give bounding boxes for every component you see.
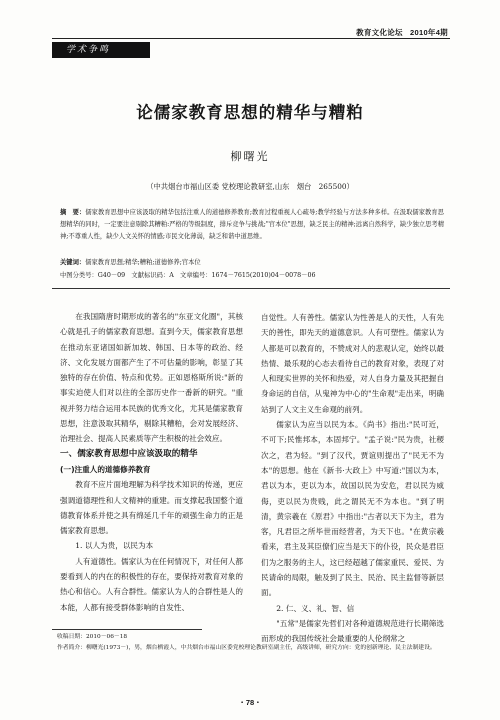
body-paragraph: 人有道德性。儒家认为在任何情况下，对任何人都要看到人的内在的积极性的存在，要保持对教育对象的热心和信心。人有合群性。儒家认为人的合群性是人的本能，人都有接受群体影响的自发性、: [60, 556, 243, 612]
point-heading: 2. 仁、义、礼、智、信: [276, 603, 355, 613]
abstract: [60, 207, 444, 244]
section-banner: 学术争鸣: [52, 42, 150, 58]
header-rule: [52, 38, 450, 39]
body-paragraph: 自觉性。人有善性。儒家认为性善是人的天性，人有先天的善性，即先天的道德意识。人有可塑性。儒家认为人都是可以教育的，不赞成对人的悲观认定，始终以最热情、最乐观的心态去看待自己的教育对象，表现了对人和现实世界的关怀和热爱，对人自身力量及其把握自身命运的自信，从鬼神为中心的"生命观"走出来，明确站到了人文主义生命观的前列。: [261, 313, 444, 414]
abstract-label: 摘 要：: [60, 209, 86, 216]
article-title: 论儒家教育思想的精华与糟粕: [136, 103, 364, 122]
body-paragraph: "五常"是儒家先哲们对各种道德规范进行长期筛选而形成的我国传统社会最重要的人伦纲常之: [261, 618, 444, 644]
abstract-text: 儒家教育思想中应该汲取的精华包括注重人的道德修养教育;教育过程重视人心疏导;教学经验与方法多种多样。在汲取儒家教育思想精华的同时，一定要注意剔除其糟粕:严格的等级制度，排斥竞争与挑战;"官本位"思想，缺乏民主的精神;远离自然科学，缺少独立思考精神;不尊重人性，缺少人文关怀的情感;市民文化薄弱，缺乏和谐中道思维。: [60, 209, 445, 241]
page-number: ・78・: [238, 698, 262, 707]
received-date: 收稿日期：2010－06－18: [57, 634, 128, 640]
intro-paragraph: 在我国隋唐时期形成的著名的"东亚文化圈"，其核心就是孔子的儒家教育思想。直到今天，儒家教育思想在推动东亚诸国如新加坡、韩国、日本等的政治、经济、文化发展方面都产生了不可估量的影响，彰显了其独特的存在价值、特点和优势。正如恩格斯所说:"新的事实迫使人们对以往的全部历史作一番新的研究。"重视并努力结合运用本民族的优秀文化，尤其是儒家教育思想，注意汲取其精华，剔除其糟粕，会对发展经济、治理社会、提高人民素质等产生积极的社会效应。: [60, 312, 243, 444]
running-header: [356, 27, 448, 38]
keywords-text: 儒家教育思想;精华;糟粕;道德修养;官本位: [85, 259, 201, 266]
left-column: [60, 309, 243, 615]
classification-line: 中图分类号：G40－09 文献标识码：A 文章编号：1674－7615(2010)04－0078－06: [60, 272, 316, 279]
abstract-rule: [52, 288, 450, 289]
section-heading: 一、儒家教育思想中应该汲取的精华: [60, 448, 198, 459]
right-column: [261, 310, 444, 647]
journal-name: 教育文化论坛: [356, 28, 403, 37]
issue-number: 2010年4期: [410, 28, 448, 37]
author-affiliation: （中共烟台市福山区委 党校理论教研室,山东 烟台 265500）: [146, 182, 354, 191]
author-bio: 作者简介：柳曙光(1973－)，男，烟台栖霞人，中共烟台市福山区委党校理论教研室副主任，高级讲师，研究方向：党的创新理论、民主法制建设。: [57, 645, 436, 651]
point-heading: 1. 以人为贵，以民为本: [75, 541, 154, 551]
body-paragraph: 教育不应片面地理解为科学技术知识的传递，更应强调道德理性和人文精神的重建。而支撑起我国整个道德教育体系并使之具有绵延几千年的顽强生命力的正是儒家教育思想。: [60, 480, 243, 536]
author-name: 柳曙光: [230, 150, 270, 163]
keywords-label: 关键词：: [60, 259, 86, 266]
keywords: [60, 257, 450, 269]
subsection-heading: (一)注重人的道德修养教育: [60, 464, 151, 474]
body-paragraph: 儒家认为应当以民为本。《尚书》指出:"民可近，不可下;民惟邦本，本固邦宁。"孟子说:"民为贵，社稷次之，君为轻。"到了汉代，贾谊则提出了"民无不为本"的思想。他在《新书·大政上》中写道:"国以为本，君以为本，吏以为本，故国以民为安危，君以民为威侮，吏以民为贵贱，此之谓民无不为本也。"到了明清，黄宗羲在《原君》中指出:"古者以天下为主，君为客，凡君臣之所毕世而经营者，为天下也。"在黄宗羲看来，君主及其臣僚们应当是天下的仆役，民众是君臣们为之服务的主人，这已经超越了儒家重民、爱民、为民请命的局限，触及到了民主、民治、民主监督等新层面。: [261, 420, 444, 598]
footnote-rule: [52, 629, 202, 630]
